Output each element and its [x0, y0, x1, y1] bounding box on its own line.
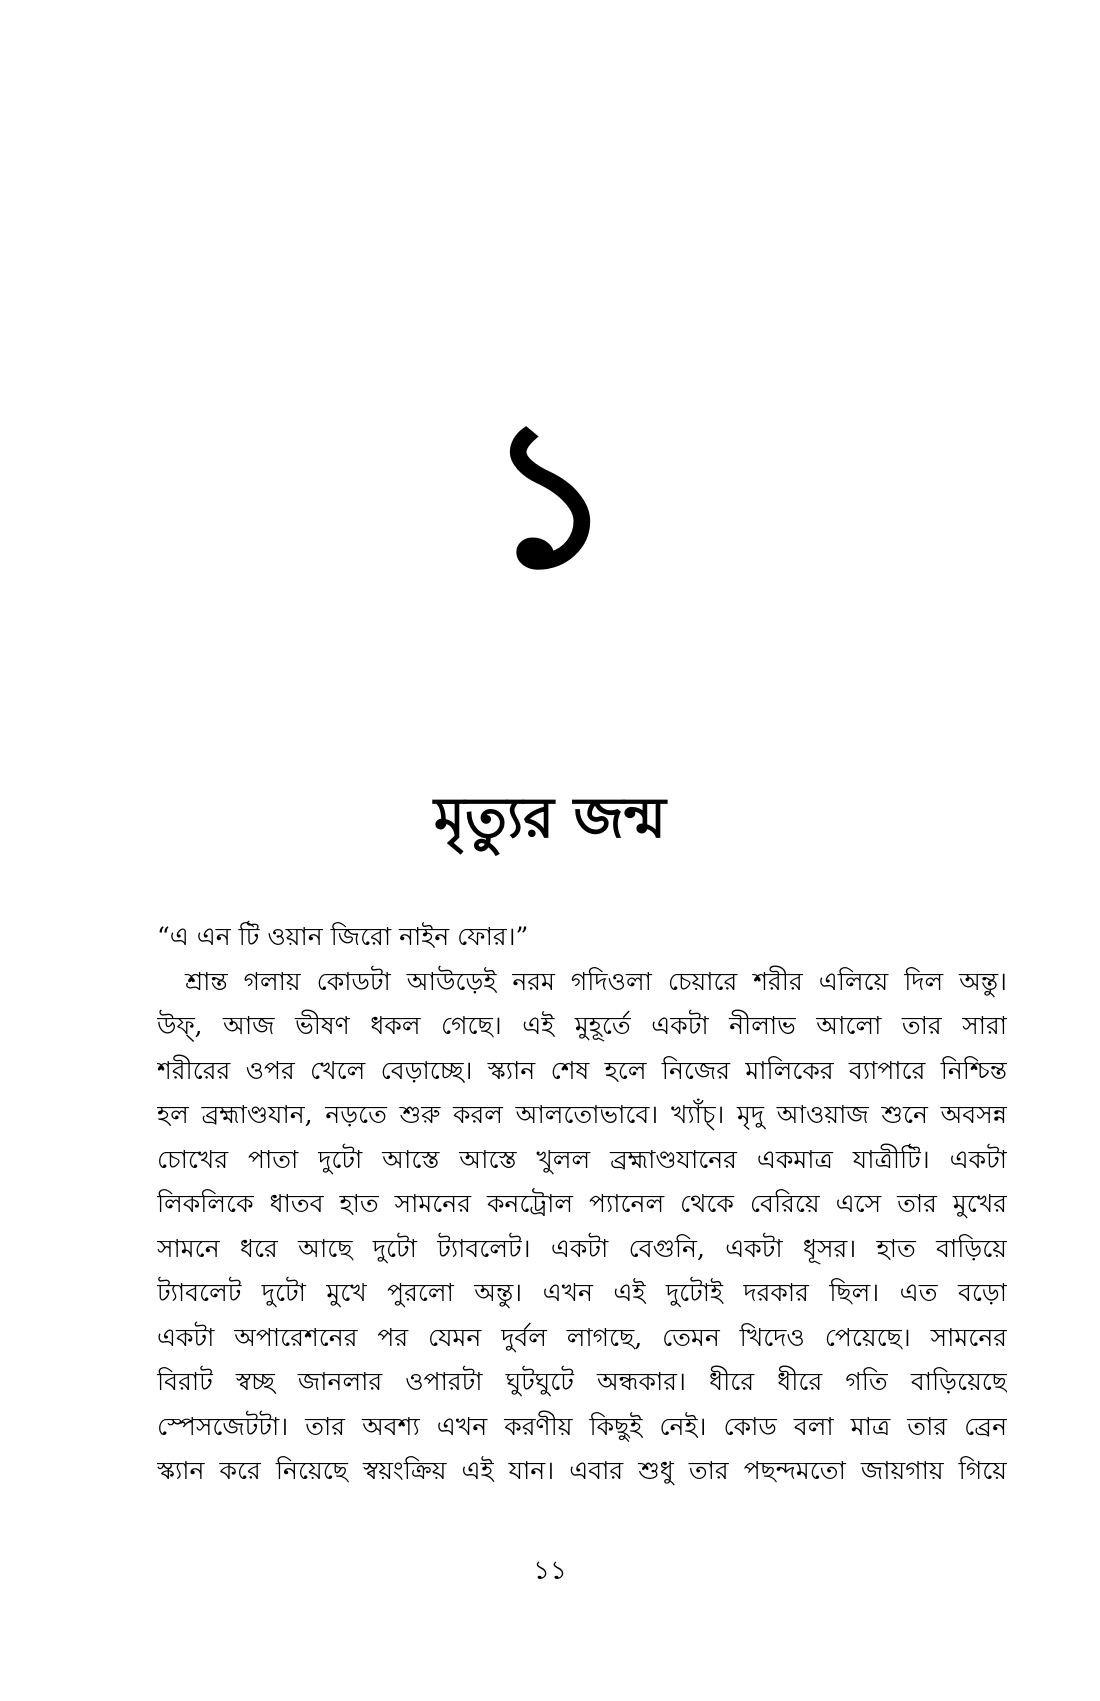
paragraph-line: সামনে ধরে আছে দুটো ট্যাবলেট। একটা বেগুনি, একটা ধূসর। হাত বাড়িয়ে	[157, 1233, 1007, 1263]
body-text	[157, 915, 1007, 1494]
paragraph-line: উফ্, আজ ভীষণ ধকল গেছে। এই মুহূর্তে একটা নীলাভ আলো তার সারা	[157, 1011, 1007, 1040]
paragraph-line: স্পেসজেটটা। তার অবশ্য এখন করণীয় কিছুই নেই। কোড বলা মাত্র তার ব্রেন	[157, 1411, 1007, 1441]
paragraph-line: বিরাট স্বচ্ছ জানলার ওপারটা ঘুটঘুটে অন্ধকার। ধীরে ধীরে গতি বাড়িয়েছে	[157, 1367, 1007, 1396]
opening-quote: “এ এন টি ওয়ান জিরো নাইন ফোর।”	[157, 922, 529, 951]
chapter-title: মৃত্যুর জন্ম	[433, 785, 667, 851]
paragraph	[157, 960, 1007, 1494]
page-number: ১১	[533, 1556, 567, 1586]
paragraph-line: লিকলিকে ধাতব হাত সামনের কনট্রোল প্যানেল থেকে বেরিয়ে এসে তার মুখের	[157, 1189, 1007, 1218]
paragraph-line: হল ব্রহ্মাণ্ডযান, নড়তে শুরু করল আলতোভাবে। খ্যাঁচ্। মৃদু আওয়াজ শুনে অবসন্ন	[157, 1100, 1007, 1129]
chapter-number: ১	[485, 377, 615, 612]
paragraph-line: চোখের পাতা দুটো আস্তে আস্তে খুলল ব্রহ্মাণ্ডযানের একমাত্র যাত্রীটি। একটা	[157, 1144, 1007, 1174]
paragraph-line: একটা অপারেশনের পর যেমন দুর্বল লাগছে, তেমন খিদেও পেয়েছে। সামনের	[157, 1322, 1007, 1352]
paragraph-line: শরীরের ওপর খেলে বেড়াচ্ছে। স্ক্যান শেষ হলে নিজের মালিকের ব্যাপারে নিশ্চিন্ত	[157, 1055, 1007, 1085]
paragraph-line: শ্রান্ত গলায় কোডটা আউড়েই নরম গদিওলা চেয়ারে শরীর এলিয়ে দিল অন্তু।	[185, 966, 1007, 996]
paragraph-line: স্ক্যান করে নিয়েছে স্বয়ংক্রিয় এই যান। এবার শুধু তার পছন্দমতো জায়গায় গিয়ে	[157, 1456, 1007, 1485]
paragraph-line: ট্যাবলেট দুটো মুখে পুরলো অন্তু। এখন এই দুটোই দরকার ছিল। এত বড়ো	[157, 1278, 1007, 1307]
